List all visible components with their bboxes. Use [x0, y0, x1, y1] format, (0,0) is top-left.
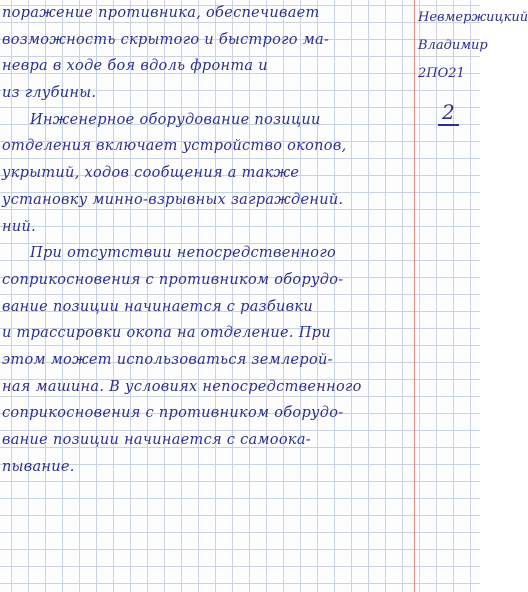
text-line: ний.	[2, 218, 37, 235]
text-line: пывание.	[2, 458, 75, 475]
author-name: Владимир	[418, 38, 488, 53]
text-line: Инженерное оборудование позиции	[30, 111, 321, 128]
text-line: При отсутствии непосредственного	[30, 245, 336, 262]
handwritten-body	[2, 0, 410, 480]
text-line: ная машина. В условиях непосредственного	[2, 378, 362, 395]
text-line: вание позиции начинается с самоока-	[2, 432, 311, 448]
text-line: возможность скрытого и быстрого ма-	[2, 31, 330, 48]
text-line: невра в ходе боя вдоль фронта и	[2, 58, 268, 75]
text-line: соприкосновения с противником оборудо-	[2, 405, 344, 422]
text-line: установку минно-взрывных заграждений.	[2, 191, 344, 208]
margin-notes	[418, 4, 528, 88]
margin-line	[414, 0, 415, 592]
page-number: 2	[438, 100, 459, 126]
text-line: и трассировки окопа на отделение. При	[2, 325, 331, 342]
text-line: отделения включает устройство окопов,	[2, 138, 347, 155]
text-line: укрытий, ходов сообщения а также	[2, 165, 300, 182]
author-surname: Невмержицкий	[418, 10, 528, 25]
text-line: поражение противника, обеспечивает	[2, 5, 320, 21]
text-line: из глубины.	[2, 85, 97, 102]
text-line: вание позиции начинается с разбивки	[2, 298, 313, 315]
text-line: соприкосновения с противником оборудо-	[2, 271, 344, 288]
text-line: этом может использоваться землерой-	[2, 351, 333, 368]
group-code: 2ПО21	[418, 66, 465, 81]
